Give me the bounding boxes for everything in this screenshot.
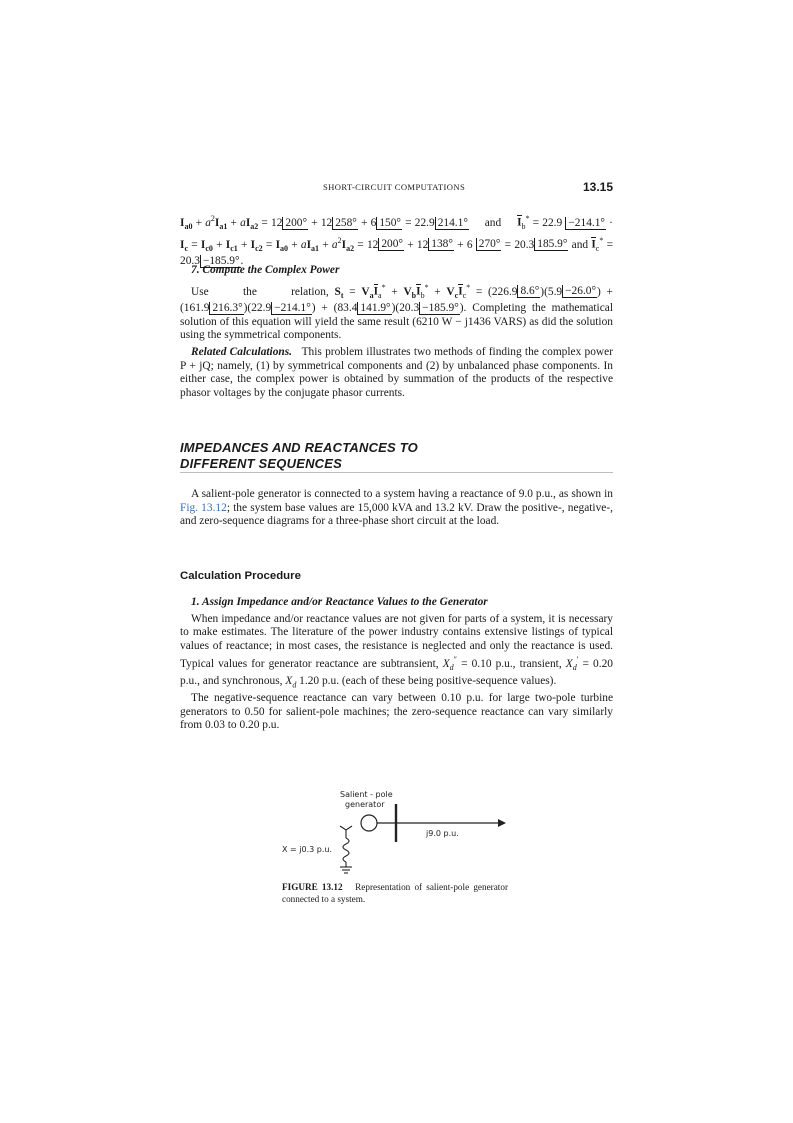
calculation-procedure-heading: Calculation Procedure (180, 570, 301, 582)
step1-paragraph-2: The negative-sequence reactance can vary between 0.10 p.u. for large two-pole turbine generators to 0.50 for salient-pole machines; the zero-sequence reactance can vary similarly from 0.03 to 0.20 p.u. (180, 691, 613, 732)
related-calculations (180, 346, 613, 400)
intro-paragraph: A salient-pole generator is connected to a system having a reactance of 9.0 p.u., as shown in Fig. 13.12; the system base values are 15,000 kVA and 13.2 kV. Draw the positive-, negative-, and zero-sequence diagrams for a three-phase short circuit at the load. (180, 488, 613, 528)
label-ground-reactance: X = j0.3 p.u. (282, 845, 332, 854)
grounding-reactor-icon (343, 838, 349, 862)
page-number: 13.15 (582, 180, 613, 194)
equation-block (180, 212, 613, 269)
figure-13-12 (280, 786, 510, 876)
step7-heading: 7. Compute the Complex Power (191, 264, 340, 276)
label-generator-1: Salient - pole (340, 790, 393, 799)
section-title-line1: IMPEDANCES AND REACTANCES TO (180, 440, 418, 455)
equation-paragraph: $I_{a0} + a^2I_{a1} + aI_{a2} = 12$ 200° + 12 258° + 6 150° = 22.9 214.1° and $I_b^* = 22.9 -214.1^\circ \cdot I_c = I_{c0} + I_{c1} + I_{c2} = I_{a0} + aI_{a1} + a^2I_{a2} = 12$ 200° + 12 138° + 6 270° = 20.3 185.9° and $I_c^* = 20.3 -185.9^\circ$. (180, 214, 613, 268)
section-rule (180, 472, 613, 473)
label-line-reactance: j9.0 p.u. (426, 829, 459, 838)
figure-caption (282, 882, 508, 905)
generator-diagram (280, 786, 510, 876)
section-title-line2: DIFFERENT SEQUENCES (180, 456, 342, 471)
figure-caption-text: Representation of salient-pole generator connected to a system. (282, 882, 509, 904)
step7-section (180, 264, 613, 343)
arrow-head-icon (498, 819, 506, 827)
step7-paragraph: Use the relation, $S_t = V_aI_a^* + V_bI_b^* + V_cI_c^* = (226.9$ 8.6°)(5.9 −26.0°) + (161.9 216.3°)(22.9 −214.1°) + (83.4 141.9°)(20.3 −185.9°). Completing the mathematical solution of this equation will yield the same result (6210 W − j1436 VARS) as did the solution using the symmetrical components. (180, 282, 613, 342)
running-head-title: SHORT-CIRCUIT COMPUTATIONS (323, 182, 466, 192)
wye-connection-icon (340, 826, 352, 838)
section-title (180, 440, 613, 472)
figure-number: FIGURE 13.12 (282, 882, 343, 892)
generator-symbol (361, 815, 377, 831)
related-body: This problem illustrates two methods of finding the complex power P + jQ; namely, (1) by symmetrical components and (2) by unbalanced phase components. In either case, the complex power is obtained by summation of the products of the respective phasor voltages by the conjugate phasor currents. (180, 346, 613, 399)
step1-section (180, 596, 613, 733)
step1-heading: 1. Assign Impedance and/or Reactance Values to the Generator (191, 596, 488, 608)
figure-reference-link[interactable]: Fig. 13.12 (180, 501, 227, 514)
label-generator-2: generator (345, 800, 385, 809)
related-lead: Related Calculations. (191, 346, 293, 358)
running-head (180, 182, 613, 198)
step1-paragraph-1: When impedance and/or reactance values are not given for parts of a system, it is necessary to make estimates. The literature of the power industry contains extensive listings of typical values of reactance; in most cases, the resistance is neglected and only the reactance is used. Typical values for generator reactance are subtransient, $X_d'' = 0.10$ p.u., transient, $X_d' = 0.20$ p.u., and synchronous, $X_d$ 1.20 p.u. (each of these being positive-sequence values). (180, 612, 613, 690)
